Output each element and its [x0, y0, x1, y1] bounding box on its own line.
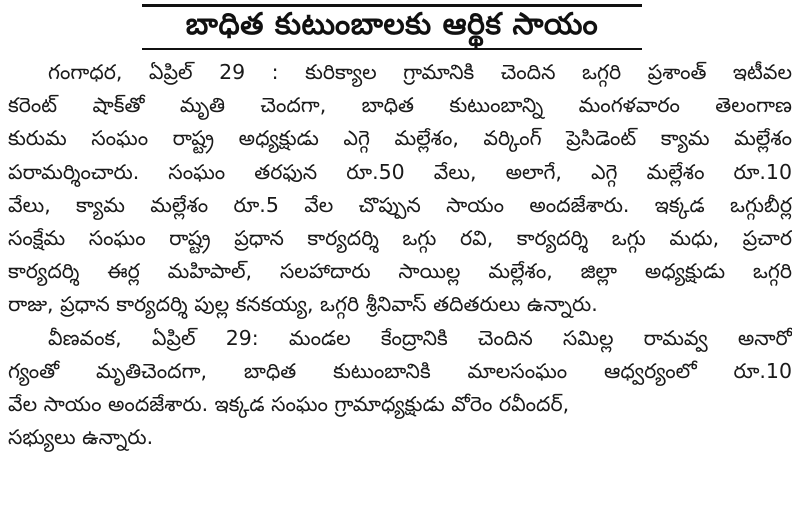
paragraph-2 [8, 322, 792, 455]
headline-box [142, 4, 642, 50]
text-line: సంక్షేమ సంఘం రాష్ట్ర ప్రధాన కార్యదర్శి ఒగ్గు రవి, కార్యదర్శి ఒగ్గు మధు, ప్రచార [8, 225, 792, 250]
text-line: కార్యదర్శి ఈర్ల మహిపాల్, సలహాదారు సాయిల్ల మల్లేశం, జిల్లా అధ్యక్షుడు ఒగ్గరి [8, 259, 792, 284]
text-line: వేలు, క్యామ మల్లేశం రూ.5 వేల చొప్పున సాయం అందజేశారు. ఇక్కడ ఒగ్గుబీర్ల [8, 192, 792, 217]
text-line: కురుమ సంఘం రాష్ట్ర అధ్యక్షుడు ఎగ్గె మల్లేశం, వర్కింగ్ ప్రెసిడెంట్ క్యామ మల్లేశం [8, 126, 792, 151]
headline: బాధిత కుటుంబాలకు ఆర్థిక సాయం [185, 6, 599, 42]
text-line: వేల సాయం అందజేశారు. ఇక్కడ సంఘం గ్రామాధ్యక్షుడు వోరెం రవీందర్, [8, 391, 570, 416]
text-line: సభ్యులు ఉన్నారు. [8, 425, 154, 450]
article-body [8, 56, 792, 454]
text-line: రాజు, ప్రధాన కార్యదర్శి పుల్ల కనకయ్య, ఒగ్గరి శ్రీనివాస్ తదితరులు ఉన్నారు. [8, 292, 598, 317]
paragraph-1 [8, 56, 792, 322]
text-line: వీణవంక, ఏప్రిల్ 29: మండల కేంద్రానికి చెందిన సమిల్ల రామవ్వ అనారో [48, 325, 792, 350]
text-line: కరెంట్ షాక్‌తో మృతి చెందగా, బాధిత కుటుంబాన్ని మంగళవారం తెలంగాణ [8, 93, 792, 118]
text-line: గ్యంతో మృతిచెందగా, బాధిత కుటుంబానికి మాలసంఘం ఆధ్వర్యంలో రూ.10 [8, 358, 792, 383]
text-line: గంగాధర, ఏప్రిల్ 29 : కురిక్యాల గ్రామానికి చెందిన ఒగ్గరి ప్రశాంత్ ఇటీవల [48, 60, 792, 84]
text-line: పరామర్శించారు. సంఘం తరఫున రూ.50 వేలు, అలాగే, ఎగ్గె మల్లేశం రూ.10 [8, 159, 792, 184]
